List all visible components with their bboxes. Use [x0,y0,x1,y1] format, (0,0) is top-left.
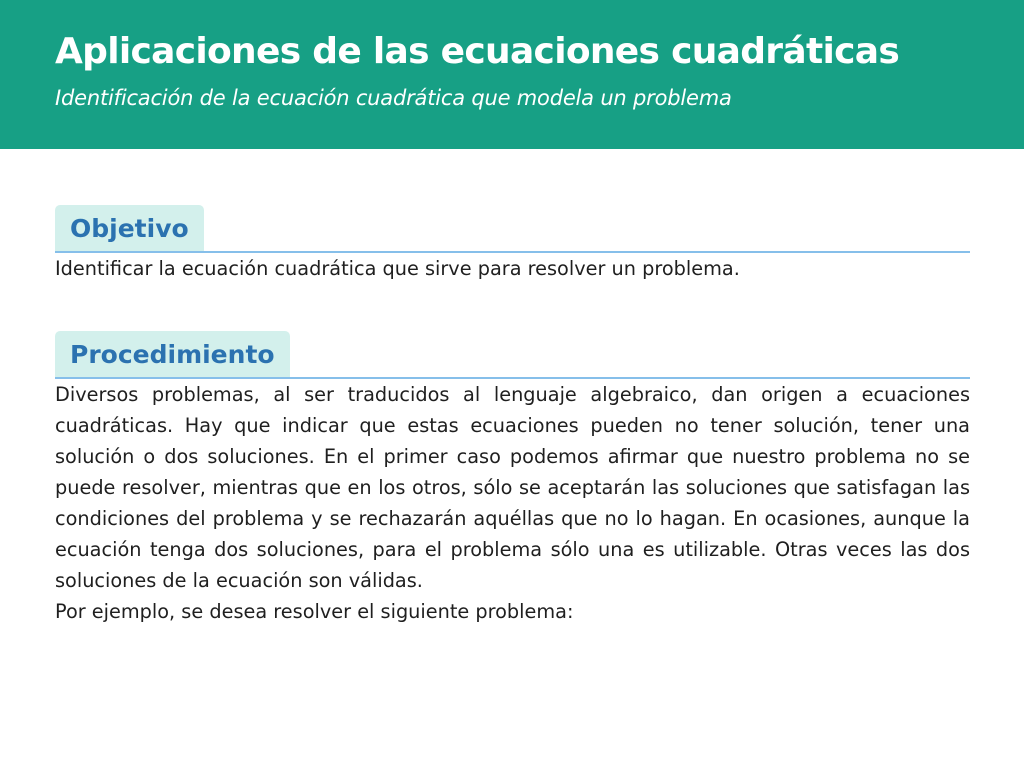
page-title: Aplicaciones de las ecuaciones cuadráticas [55,31,900,72]
procedure-paragraph: Diversos problemas, al ser traducidos al lenguaje algebraico, dan origen a ecuaciones cuadráticas. Hay que indicar que estas ecuaciones pueden no tener solución, tener una solución o dos soluciones. En el primer caso podemos afirmar que nuestro problema no se puede resolver, mientras que en los otros, sólo se aceptarán las soluciones que satisfagan las condiciones del problema y se rechazarán aquéllas que no lo hagan. En ocasiones, aunque la ecuación tenga dos soluciones, para el problema sólo una es utilizable. Otras veces las dos soluciones de la ecuación son válidas. [55,383,970,592]
objective-paragraph: Identificar la ecuación cuadrática que sirve para resolver un problema. [55,257,740,280]
main-content [55,149,970,627]
section-heading-objetivo [55,204,970,253]
section-heading-procedimiento [55,330,970,379]
section-title-objetivo: Objetivo [55,205,204,251]
page-subtitle: Identificación de la ecuación cuadrática que modela un problema [55,86,732,110]
section-title-procedimiento: Procedimiento [55,331,290,377]
example-intro-paragraph: Por ejemplo, se desea resolver el siguiente problema: [55,600,574,623]
page-header [0,0,1024,149]
